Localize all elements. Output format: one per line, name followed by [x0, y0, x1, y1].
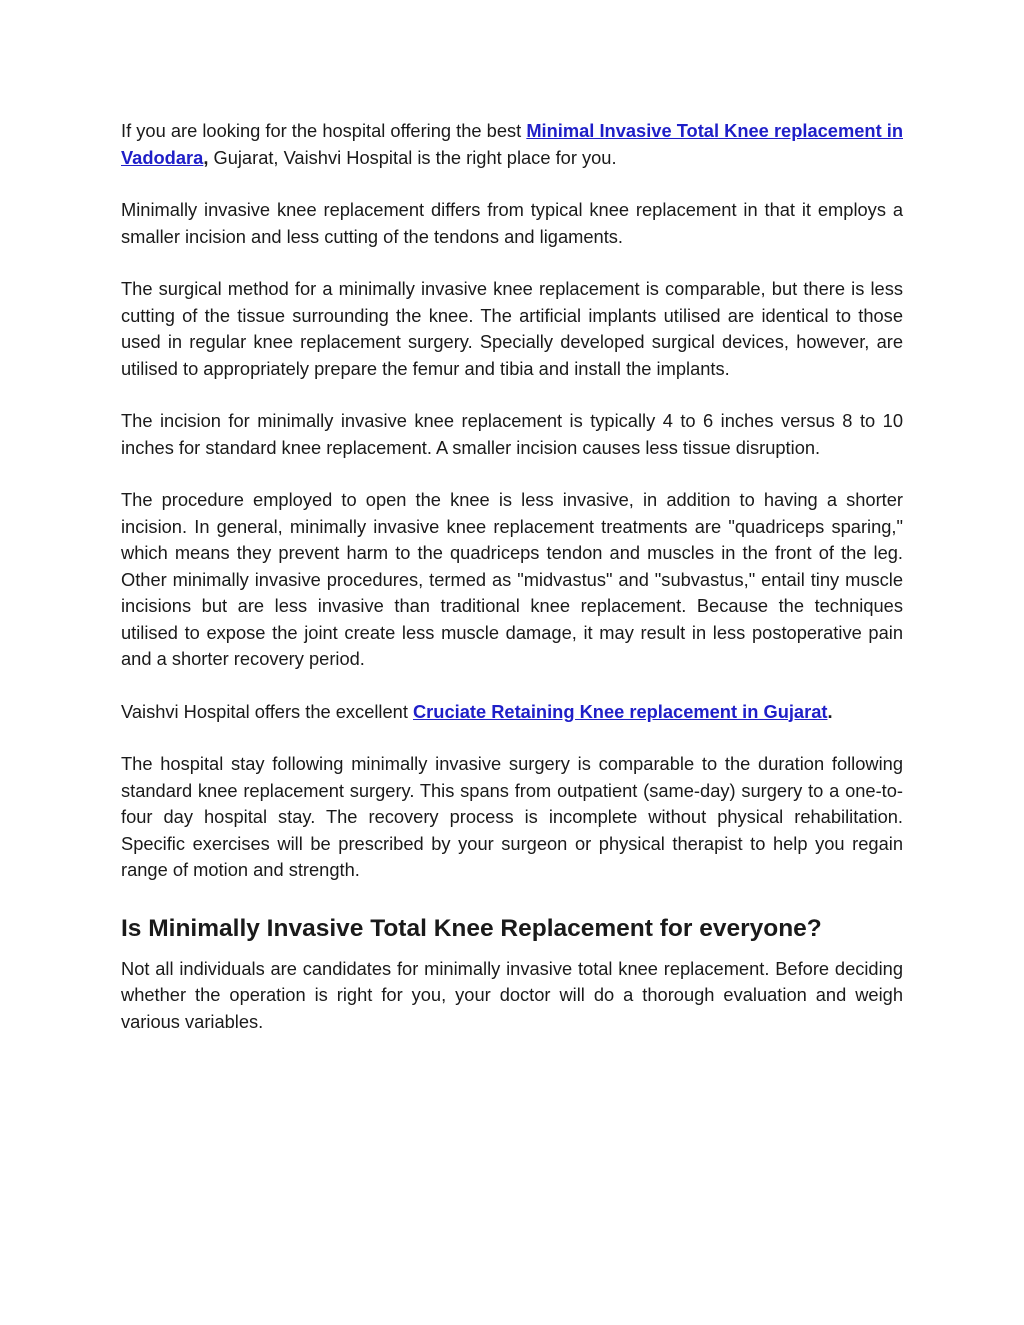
offer-period: .	[827, 700, 833, 722]
document-page	[121, 118, 903, 1061]
paragraph-mikr-difference: Minimally invasive knee replacement differs from typical knee replacement in that it employs a smaller incision and less cutting of the tendons and ligaments.	[121, 199, 903, 247]
section-heading: Is Minimally Invasive Total Knee Replacement for everyone?	[121, 914, 822, 942]
paragraph-candidates: Not all individuals are candidates for minimally invasive total knee replacement. Before deciding whether the operation is right for you, your doctor will do a thorough evaluation and weigh various variables.	[121, 957, 903, 1032]
intro-comma: ,	[203, 146, 209, 168]
paragraph-surgical-method: The surgical method for a minimally invasive knee replacement is comparable, but there is less cutting of the tissue surrounding the knee. The artificial implants utilised are identical to those used in regular knee replacement surgery. Specially developed surgical devices, however, are utilised to appropriately prepare the femur and tibia and install the implants.	[121, 278, 903, 379]
cruciate-retaining-knee-gujarat-link[interactable]: Cruciate Retaining Knee replacement in Gujarat	[412, 700, 828, 722]
intro-text-after: Gujarat, Vaishvi Hospital is the right place for you.	[208, 146, 617, 168]
offer-paragraph	[121, 699, 903, 726]
paragraph-hospital-stay: The hospital stay following minimally invasive surgery is comparable to the duration following standard knee replacement surgery. This spans from outpatient (same-day) surgery to a one-to-four day hospital stay. The recovery process is incomplete without physical rehabilitation. Specific exercises will be prescribed by your surgeon or physical therapist to help you regain range of motion and strength.	[121, 753, 903, 880]
minimal-invasive-tkr-vadodara-link[interactable]: Minimal Invasive Total Knee replacement in Vadodara	[121, 120, 903, 168]
intro-paragraph	[121, 118, 903, 171]
paragraph-incision-size: The incision for minimally invasive knee replacement is typically 4 to 6 inches versus 8 to 10 inches for standard knee replacement. A smaller incision causes less tissue disruption.	[121, 410, 903, 458]
intro-text-before: If you are looking for the hospital offering the best	[121, 120, 527, 141]
paragraph-procedure: The procedure employed to open the knee is less invasive, in addition to having a shorter incision. In general, minimally invasive knee replacement treatments are "quadriceps sparing," which means they prevent harm to the quadriceps tendon and muscles in the front of the leg. Other minimally invasive procedures, termed as "midvastus" and "subvastus," entail tiny muscle incisions but are less invasive than traditional knee replacement. Because the techniques utilised to expose the joint create less muscle damage, it may result in less postoperative pain and a shorter recovery period.	[121, 489, 903, 669]
offer-text-before: Vaishvi Hospital offers the excellent	[121, 700, 413, 722]
